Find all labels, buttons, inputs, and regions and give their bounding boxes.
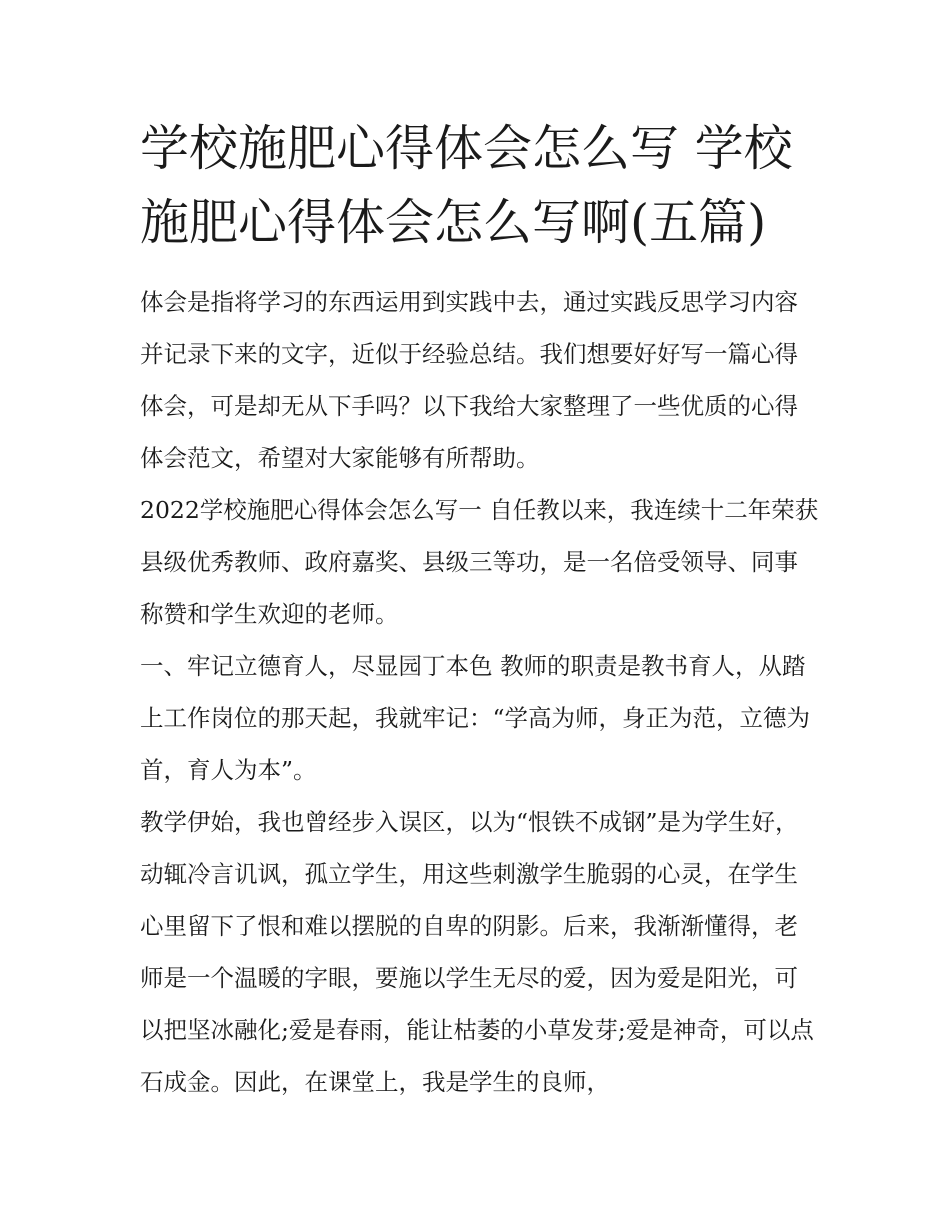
- paragraph-section-one: 2022学校施肥心得体会怎么写一 自任教以来，我连续十二年荣获县级优秀教师、政府嘉奖、县级三等功，是一名倍受领导、同事称赞和学生欢迎的老师。: [140, 496, 819, 628]
- document-body: [140, 112, 820, 1108]
- document-title: 学校施肥心得体会怎么写 学校施肥心得体会怎么写啊(五篇): [140, 120, 793, 251]
- paragraph-teaching: 教学伊始，我也曾经步入误区，以为“恨铁不成钢”是为学生好，动辄冷言讥讽，孤立学生，用这些刺激学生脆弱的心灵，在学生心里留下了恨和难以摆脱的自卑的阴影。后来，我渐渐懂得，老师是一个温暖的字眼，要施以学生无尽的爱，因为爱是阳光，可以把坚冰融化;爱是春雨，能让枯萎的小草发芽;爱是神奇，可以点石成金。因此，在课堂上，我是学生的良师，: [140, 808, 814, 1096]
- paragraph-heading-one: 一、牢记立德育人，尽显园丁本色 教师的职责是教书育人，从踏上工作岗位的那天起，我就牢记：“学高为师，身正为范，立德为首，育人为本”。: [140, 652, 811, 784]
- paragraph-intro: 体会是指将学习的东西运用到实践中去，通过实践反思学习内容并记录下来的文字，近似于经验总结。我们想要好好写一篇心得体会，可是却无从下手吗？以下我给大家整理了一些优质的心得体会范文，希望对大家能够有所帮助。: [140, 288, 798, 472]
